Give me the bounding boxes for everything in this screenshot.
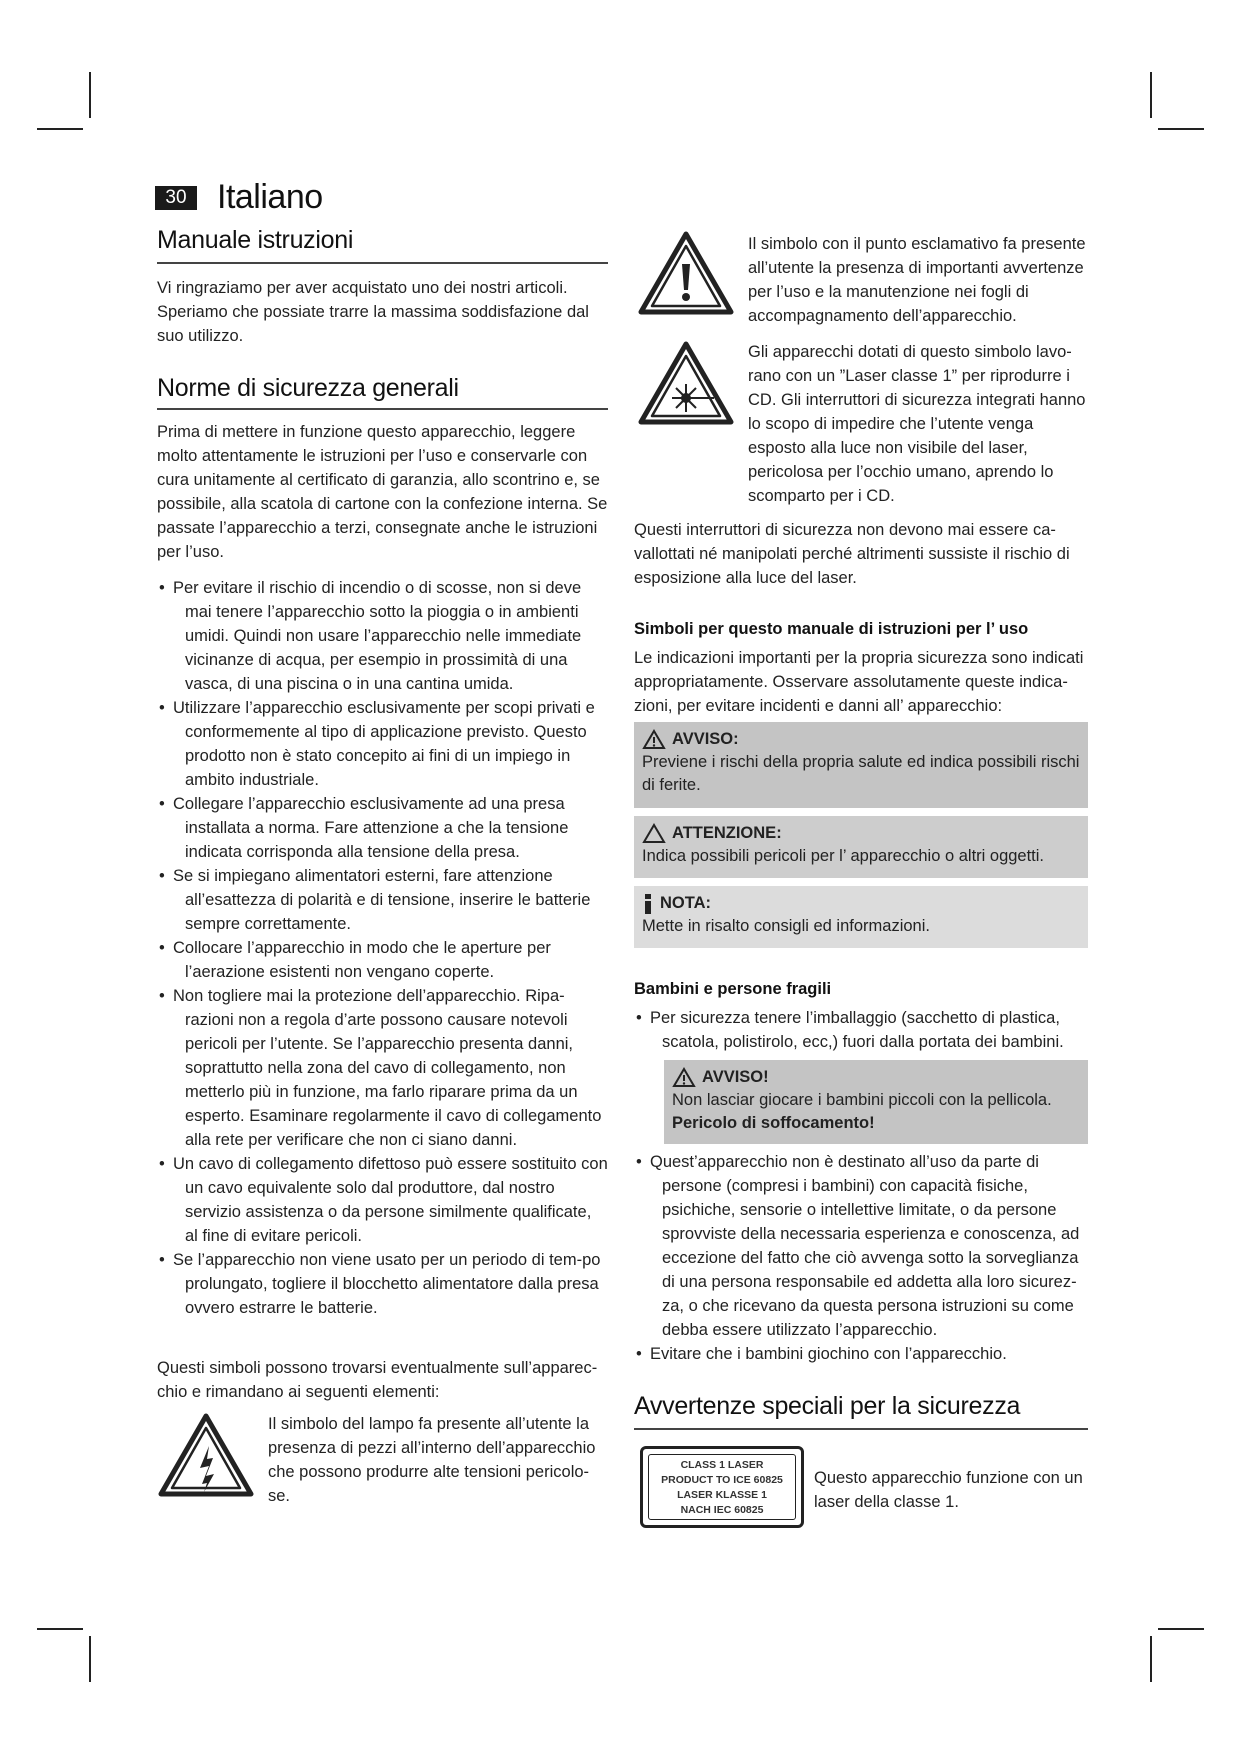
- list-item: • Collocare l’apparecchio in modo che le aperture per l’aerazione esistenti non vengano coperte.: [157, 936, 608, 984]
- warning-header: [642, 728, 1080, 751]
- symbols-heading: Simboli per questo manuale di istruzioni per l’ uso: [634, 620, 1029, 638]
- safety-title: Norme di sicurezza generali: [157, 374, 459, 402]
- note-header: [642, 892, 1080, 915]
- children-list: [634, 1006, 1088, 1054]
- list-item: • Per sicurezza tenere l’imballaggio (sacchetto di plastica, scatola, polistirolo, ecc,) fuori dalla portata dei bambini.: [634, 1006, 1088, 1054]
- crop-mark: [1150, 1636, 1152, 1682]
- list-item: • Collegare l’apparecchio esclusivamente ad una presa installata a norma. Fare attenzione a che la tensione indicata corrisponda alla tensione della presa.: [157, 792, 608, 864]
- safety-intro: Prima di mettere in funzione questo apparecchio, leggere molto attentamente le istruzioni per l’uso e conservarle con cura unitamente al certificato di garanzia, allo scontrino e, se possibile, alla scatola di cartone con la confezione interna. Se passate l’apparecchio a terzi, consegnate anche le istruzioni per l’uso.: [157, 423, 608, 561]
- laser-label-line: NACH IEC 60825: [680, 1504, 764, 1516]
- warning-icon: [642, 729, 666, 750]
- child-warning-box: [664, 1060, 1088, 1144]
- note-text: Mette in risalto consigli ed informazioni.: [642, 917, 930, 935]
- crop-mark: [37, 1628, 83, 1630]
- laser-class-text: Questo apparecchio funzione con un laser della classe 1.: [814, 1469, 1083, 1511]
- list-item: • Un cavo di collegamento difettoso può essere sostituito con un cavo equivalente solo dal produttore, dal nostro servizio assistenza o da persone similmente qualificate, al fine di evitare pericoli.: [157, 1152, 608, 1248]
- divider: [634, 1428, 1088, 1430]
- laser-label-line: PRODUCT TO ICE 60825: [661, 1474, 783, 1486]
- exclamation-warning-icon: [638, 230, 734, 316]
- note-box: [634, 886, 1088, 948]
- children-list-2: [634, 1150, 1088, 1366]
- special-safety-title: Avvertenze speciali per la sicurezza: [634, 1392, 1021, 1420]
- exclamation-text: Il simbolo con il punto esclamativo fa presente all’utente la presenza di importanti avvertenze per l’uso e la manutenzione nei fogli di accompagnamento dell’apparecchio.: [748, 235, 1086, 325]
- crop-mark: [89, 1636, 91, 1682]
- laser-warning-icon: [638, 340, 734, 426]
- divider: [157, 262, 608, 264]
- caution-text: Indica possibili pericoli per l’ apparecchio o altri oggetti.: [642, 847, 1045, 865]
- crop-mark: [1158, 128, 1204, 130]
- list-item: • Quest’apparecchio non è destinato all’uso da parte di persone (compresi i bambini) con capacità fisiche, psichiche, sensorie o intellettive limitate, o da persone sprovviste della necessaria esperienza e conoscenza, ad eccezione del fatto che ciò avvenga sotto la sorveglianza di una persona responsabile ed addetta alla loro sicurez-za, o che ricevano da questa persona istruzioni su come debba essere utilizzato l’apparecchio.: [634, 1150, 1088, 1342]
- crop-mark: [89, 72, 91, 118]
- crop-mark: [37, 128, 83, 130]
- symbols-text: Le indicazioni importanti per la propria sicurezza sono indicati appropriatamente. Osservare assolutamente queste indica-zioni, per evitare incidenti e danni all’ apparecchio:: [634, 649, 1084, 715]
- child-warning-text: Non lasciar giocare i bambini piccoli con la pellicola.: [672, 1091, 1052, 1109]
- laser-text: Gli apparecchi dotati di questo simbolo lavo-rano con un ”Laser classe 1” per riprodurre i CD. Gli interruttori di sicurezza integrati hanno lo scopo di impedire che l’utente venga esposto alla luce non visibile del laser, pericolosa per l’occhio umano, aprendo lo scomparto per i CD.: [748, 343, 1086, 505]
- caution-header: [642, 822, 1080, 845]
- intro-paragraph: Vi ringraziamo per aver acquistato uno dei nostri articoli. Speriamo che possiate trarre la massima soddisfazione dal suo utilizzo.: [157, 279, 589, 345]
- warning-box: [634, 722, 1088, 808]
- caution-box: [634, 816, 1088, 878]
- symbols-intro: Questi simboli possono trovarsi eventualmente sull’apparec-chio e rimandano ai seguenti elementi:: [157, 1359, 598, 1401]
- warning-icon: [672, 1067, 696, 1088]
- laser-class-label: [640, 1446, 804, 1528]
- caution-icon: [642, 823, 666, 844]
- warning-text: Previene i rischi della propria salute ed indica possibili rischi di ferite.: [642, 753, 1080, 794]
- manual-title: Manuale istruzioni: [157, 226, 354, 254]
- lightning-warning-icon: [158, 1412, 254, 1498]
- list-item: • Se l’apparecchio non viene usato per un periodo di tem-po prolungato, togliere il blocchetto alimentatore dalla presa ovvero estrarre le batterie.: [157, 1248, 608, 1320]
- info-icon: [642, 893, 654, 915]
- children-heading: Bambini e persone fragili: [634, 980, 832, 998]
- child-warning-bold: Pericolo di soffocamento!: [672, 1114, 875, 1132]
- safety-list: [157, 576, 608, 1320]
- child-warning-header: [672, 1066, 1080, 1089]
- lightning-text: Il simbolo del lampo fa presente all’utente la presenza di pezzi all’interno dell’apparecchio che possono produrre alte tensioni pericolo-se.: [268, 1415, 596, 1505]
- note-title: NOTA:: [660, 894, 712, 912]
- divider: [157, 408, 608, 410]
- language-title: Italiano: [217, 178, 323, 216]
- caution-title: ATTENZIONE:: [672, 824, 782, 842]
- interlock-text: Questi interruttori di sicurezza non devono mai essere ca-vallottati né manipolati perché altrimenti sussiste il rischio di esposizione alla luce del laser.: [634, 521, 1070, 587]
- list-item: • Evitare che i bambini giochino con l’apparecchio.: [634, 1342, 1088, 1366]
- warning-title: AVVISO:: [672, 730, 739, 748]
- child-warning-title: AVVISO!: [702, 1068, 769, 1086]
- list-item: • Non togliere mai la protezione dell’apparecchio. Ripa-razioni non a regola d’arte possono causare notevoli pericoli per l’utente. Se l’apparecchio presenta danni, soprattutto nella zona del cavo di collegamento, non metterlo più in funzione, ma farlo riparare prima da un esperto. Esaminare regolarmente il cavo di collegamento alla rete per verificare che non ci siano danni.: [157, 984, 608, 1152]
- list-item: • Se si impiegano alimentatori esterni, fare attenzione all’esattezza di polarità e di tensione, inserire le batterie sempre correttamente.: [157, 864, 608, 936]
- page-number: 30: [155, 186, 197, 210]
- laser-label-line: LASER KLASSE 1: [677, 1489, 767, 1501]
- list-item: • Per evitare il rischio di incendio o di scosse, non si deve mai tenere l’apparecchio sotto la pioggia o in ambienti umidi. Quindi non usare l’apparecchio nelle immediate vicinanze di acqua, per esempio in prossimità di una vasca, di una piscina o in una cantina umida.: [157, 576, 608, 696]
- laser-label-line: CLASS 1 LASER: [680, 1459, 764, 1471]
- laser-label-inner: [648, 1454, 796, 1520]
- crop-mark: [1158, 1628, 1204, 1630]
- list-item: • Utilizzare l’apparecchio esclusivamente per scopi privati e conformemente al tipo di applicazione previsto. Questo prodotto non è stato concepito ai fini di un impiego in ambito industriale.: [157, 696, 608, 792]
- crop-mark: [1150, 72, 1152, 118]
